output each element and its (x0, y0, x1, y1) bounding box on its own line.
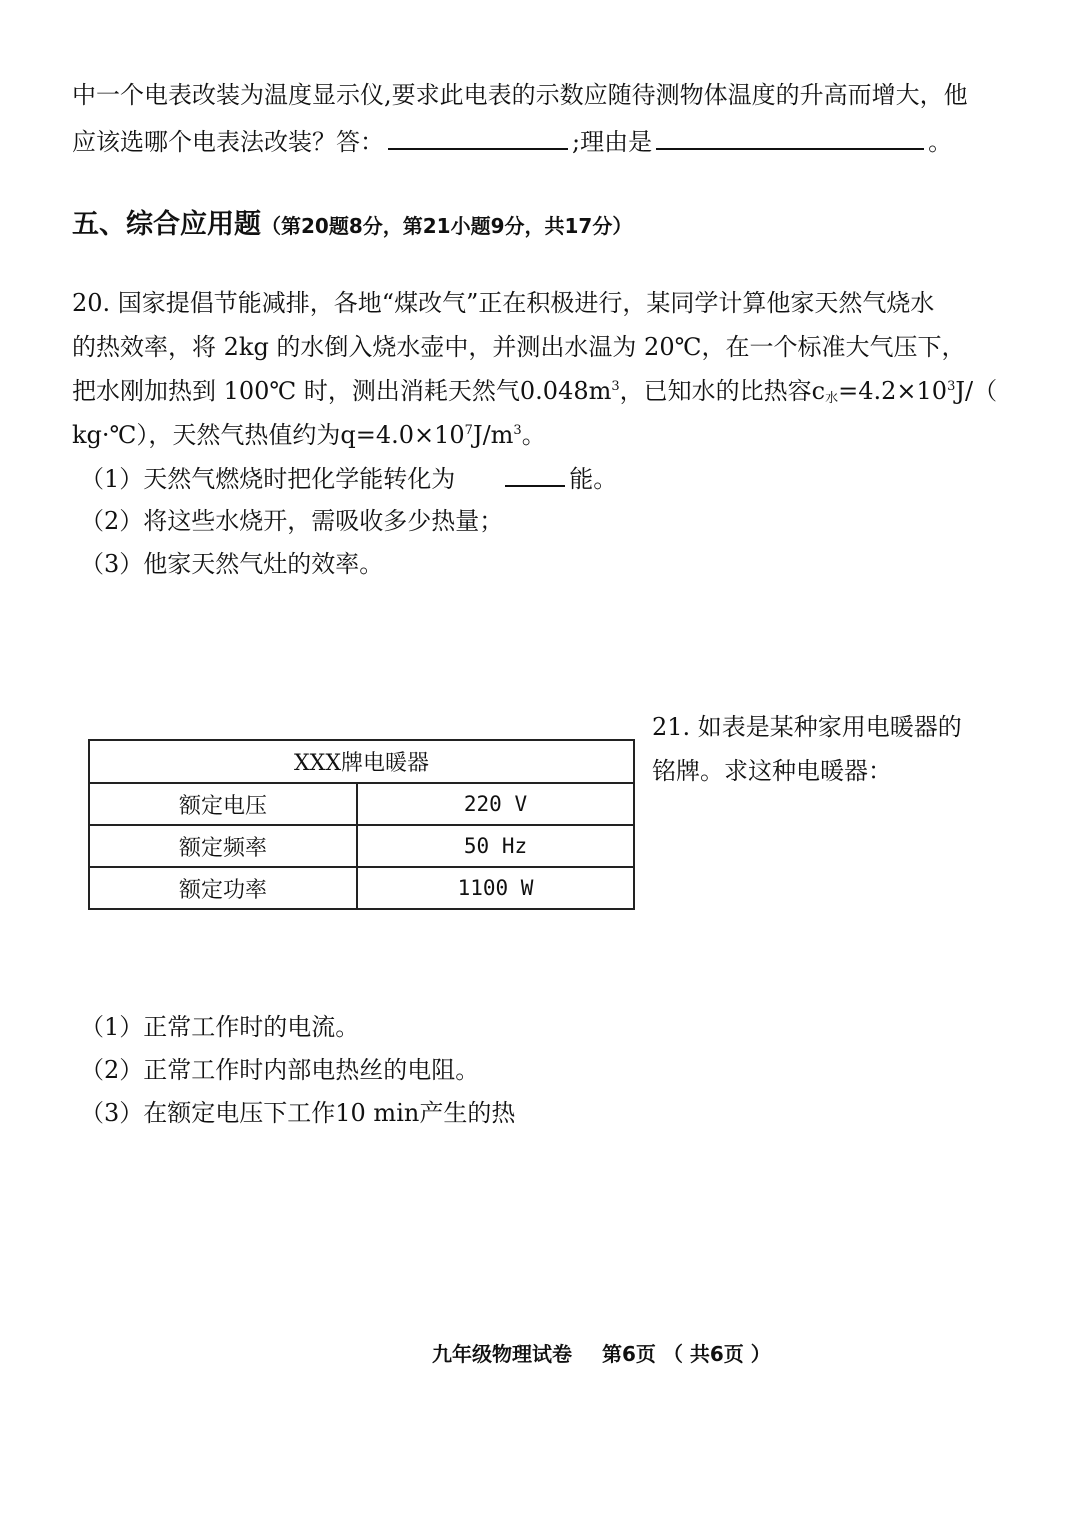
table-row (89, 867, 634, 909)
q20-line3-part-b: ，已知水的比热容c (619, 377, 826, 405)
section-5-heading (72, 202, 632, 241)
q21-sub3: （3）在额定电压下工作10 min产生的热 (80, 1099, 516, 1127)
q19-question: 应该选哪个电表法改装？答： (72, 128, 384, 156)
nameplate-title: XXX牌电暖器 (89, 740, 634, 783)
q20-line3-exp2: 3 (947, 379, 956, 394)
section-5-title: 五、综合应用题 (72, 209, 261, 240)
q20-line3-part-a: 把水刚加热到 100℃ 时，测出消耗天然气0.048m (72, 377, 612, 405)
q20-line3-exp1: 3 (611, 379, 620, 394)
q20-line3-subscript: 水 (825, 391, 839, 406)
q19-reason-label: ;理由是 (572, 128, 653, 156)
q20-line4-part-c: 。 (521, 421, 546, 449)
q20-line4-exp1: 7 (464, 423, 473, 438)
page-footer (432, 1338, 771, 1367)
q19-answer-blank[interactable] (388, 126, 568, 150)
footer-subject: 九年级物理试卷 (432, 1342, 572, 1366)
q20-line3-part-d: J/（ (955, 377, 998, 405)
q21-intro-line1: 21. 如表是某种家用电暖器的 (652, 713, 962, 741)
q20-line4-exp2: 3 (513, 423, 522, 438)
q20-sub2: （2）将这些水烧开，需吸收多少热量； (80, 507, 504, 535)
q20-line4-part-b: J/m (472, 421, 514, 449)
table-row (89, 783, 634, 825)
rated-voltage-label: 额定电压 (89, 783, 357, 825)
rated-power-value: 1100 W (357, 867, 634, 909)
q21-intro-line2: 铭牌。求这种电暖器： (652, 757, 892, 785)
section-5-score-note: （第20题8分，第21小题9分，共17分） (261, 214, 633, 238)
rated-frequency-value: 50 Hz (357, 825, 634, 867)
q20-line3-part-c: =4.2×10 (838, 377, 948, 405)
q20-sub1-suffix: 能。 (569, 465, 618, 493)
rated-frequency-label: 额定频率 (89, 825, 357, 867)
q21-sub1: （1）正常工作时的电流。 (80, 1013, 360, 1041)
q19-reason-blank[interactable] (656, 126, 924, 150)
q20-sub1-text: （1）天然气燃烧时把化学能转化为 (80, 465, 456, 493)
q21-sub2: （2）正常工作时内部电热丝的电阻。 (80, 1056, 480, 1084)
q20-text-line2: 的热效率，将 2kg 的水倒入烧水壶中，并测出水温为 20℃，在一个标准大气压下， (72, 333, 966, 361)
table-row (89, 825, 634, 867)
q20-sub1 (80, 463, 617, 494)
q20-text-line1: 20. 国家提倡节能减排，各地“煤改气”正在积极进行，某同学计算他家天然气烧水 (72, 289, 935, 317)
nameplate-header-row (89, 740, 634, 783)
q20-energy-blank[interactable] (505, 463, 565, 487)
rated-voltage-value: 220 V (357, 783, 634, 825)
q20-sub3: （3）他家天然气灶的效率。 (80, 550, 384, 578)
q19-period: 。 (928, 128, 953, 156)
q20-text-line3 (72, 376, 997, 406)
q19-text-line2 (72, 126, 952, 157)
q20-line4-part-a: kg·℃），天然气热值约为q=4.0×10 (72, 421, 465, 449)
q19-text-line1: 中一个电表改装为温度显示仪,要求此电表的示数应随待测物体温度的升高而增大，他 (72, 81, 968, 109)
q20-text-line4 (72, 420, 546, 450)
footer-page-number: 第6页 （ 共6页 ） (602, 1342, 771, 1366)
rated-power-label: 额定功率 (89, 867, 357, 909)
nameplate-table (88, 739, 635, 910)
